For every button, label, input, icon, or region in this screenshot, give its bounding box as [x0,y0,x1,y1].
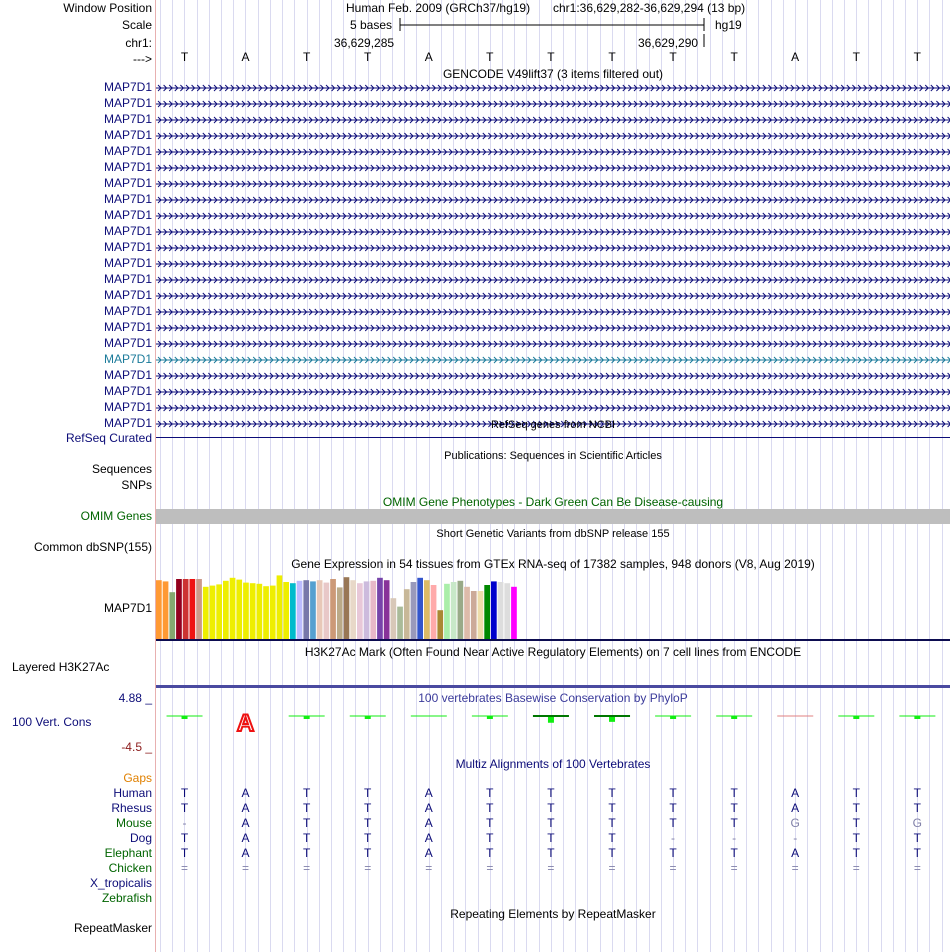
transcript-intron-line [156,273,950,287]
gencode-transcript-label[interactable]: MAP7D1 [103,208,152,222]
gencode-transcript-label[interactable]: MAP7D1 [103,384,152,398]
transcript-intron-line [156,177,950,191]
gencode-transcript[interactable] [156,161,950,177]
gencode-transcript-label[interactable]: MAP7D1 [103,112,152,126]
gencode-transcript-label[interactable]: MAP7D1 [103,416,152,430]
transcript-intron-line [156,257,950,271]
gtex-tissue-bar[interactable] [350,580,356,639]
multiz-base: = [791,861,799,875]
gencode-transcript-label[interactable]: MAP7D1 [103,160,152,174]
db-label: hg19 [715,18,742,32]
gtex-tissue-bar[interactable] [511,587,517,639]
multiz-base: A [791,801,800,815]
gtex-tissue-bar[interactable] [216,584,222,639]
multiz-base: T [180,801,189,815]
multiz-base: T [364,816,372,830]
transcript-intron-line [156,161,950,175]
gencode-transcript[interactable] [156,241,950,257]
gtex-tissue-bar[interactable] [478,591,484,639]
gencode-transcript[interactable] [156,81,950,97]
track-label-column [0,0,155,952]
omim-gene-bar[interactable] [156,509,950,524]
multiz-base: T [730,816,738,830]
gtex-tissue-bar[interactable] [250,583,256,639]
multiz-base: T [547,786,555,800]
multiz-species-label[interactable]: Human [113,786,152,800]
gencode-transcript-label[interactable]: MAP7D1 [103,144,152,158]
multiz-species-label[interactable]: Elephant [104,846,152,860]
h3k27ac-track-label[interactable]: Layered H3K27Ac [12,660,110,674]
multiz-base: T [364,801,372,815]
multiz-base: = [242,861,250,875]
multiz-base: T [852,846,860,860]
repeatmasker-title: Repeating Elements by RepeatMasker [450,907,656,921]
multiz-base: T [669,846,677,860]
multiz-base: A [241,846,250,860]
multiz-base: T [730,846,738,860]
h3k27ac-title: H3K27Ac Mark (Often Found Near Active Regulatory Elements) on 7 cell lines from ENCODE [304,645,802,659]
multiz-base: T [364,831,372,845]
multiz-base: T [913,846,921,860]
multiz-base: T [669,801,677,815]
multiz-base: T [486,846,494,860]
multiz-base: A [241,831,250,845]
repeatmasker-track-label[interactable]: RepeatMasker [73,921,152,935]
reference-base: T [852,50,860,64]
transcript-intron-line [156,129,950,143]
multiz-base: = [303,861,311,875]
dbsnp-title: Short Genetic Variants from dbSNP release 155 [436,528,670,540]
transcript-intron-line [156,81,950,95]
phylop-score-bar [914,716,920,719]
scale-text: 5 bases [350,18,393,32]
phylop-title: 100 vertebrates Basewise Conservation by PhyloP [418,691,688,705]
gencode-transcript-label[interactable]: MAP7D1 [103,80,152,94]
gtex-tissue-bar[interactable] [417,578,423,639]
phylop-score-bar [365,716,371,719]
multiz-base: = [608,861,616,875]
gencode-transcript[interactable] [156,225,950,241]
snps-track-label[interactable]: SNPs [121,478,152,492]
gencode-transcript-label[interactable]: MAP7D1 [103,128,152,142]
refseq-track-label[interactable]: RefSeq Curated [65,431,152,445]
transcript-intron-line [156,193,950,207]
multiz-base: = [486,861,494,875]
gtex-tissue-bar[interactable] [317,580,323,639]
multiz-base: T [547,831,555,845]
multiz-base: T [852,816,860,830]
gtex-tissue-bar[interactable] [330,579,336,639]
gencode-transcript-label[interactable]: MAP7D1 [103,176,152,190]
gtex-tissue-bar[interactable] [357,583,363,639]
gtex-tissue-bar[interactable] [324,583,330,639]
multiz-base: T [608,846,616,860]
gtex-tissue-bar[interactable] [491,581,497,639]
phylop-score-bar [670,716,676,719]
phylop-score-bar [182,716,188,719]
multiz-base: T [608,831,616,845]
gtex-tissue-bar[interactable] [156,580,162,639]
multiz-base: A [424,786,433,800]
gtex-tissue-bar[interactable] [203,587,209,639]
phylop-track-label[interactable]: 100 Vert. Cons [12,715,92,729]
gtex-baseline [156,639,950,641]
gencode-title: GENCODE V49lift37 (3 items filtered out) [442,67,664,81]
phylop-max-label: 4.88 _ [118,691,152,705]
gtex-title: Gene Expression in 54 tissues from GTEx RNA-seq of 17382 samples, 948 donors (V8, Aug 2019) [291,557,815,571]
multiz-base: A [241,786,250,800]
multiz-base: = [180,861,188,875]
multiz-base: T [852,831,860,845]
multiz-base: T [364,786,372,800]
multiz-base: T [302,831,311,845]
gtex-tissue-bar[interactable] [471,591,477,639]
phylop-score-bar [548,716,554,723]
gtex-tissue-bar[interactable] [370,581,376,639]
multiz-base: A [241,801,250,815]
multiz-base: T [547,801,555,815]
multiz-base: T [730,801,738,815]
gtex-track-label[interactable]: MAP7D1 [103,601,152,615]
multiz-base: T [302,801,311,815]
multiz-base: = [852,861,860,875]
multiz-base: = [913,861,921,875]
multiz-base: = [547,861,555,875]
multiz-base: T [486,816,494,830]
multiz-species-label[interactable]: Mouse [115,816,152,830]
gtex-tissue-bar[interactable] [437,610,443,639]
multiz-base: A [424,846,433,860]
refseq-gene-line[interactable] [156,437,950,438]
strand-label: ---> [133,52,152,66]
multiz-base: T [302,816,311,830]
gtex-tissue-bar[interactable] [431,585,437,639]
refseq-title: RefSeq genes from NCBI [490,419,616,431]
gencode-transcript[interactable] [156,177,950,193]
phylop-score-bar [731,716,737,719]
gtex-tissue-bar[interactable] [163,581,169,639]
publications-title: Publications: Sequences in Scientific Articles [444,450,662,462]
multiz-base: T [913,786,921,800]
multiz-base: T [547,816,555,830]
dbsnp-track-label[interactable]: Common dbSNP(155) [33,540,152,554]
reference-base: T [669,50,677,64]
gencode-transcript-label[interactable]: MAP7D1 [103,272,152,286]
reference-base: A [241,50,250,64]
multiz-base: = [425,861,433,875]
gtex-tissue-bar[interactable] [377,578,383,639]
gencode-transcript[interactable] [156,129,950,145]
chrom-label: chr1: [125,36,152,50]
gtex-tissue-bar[interactable] [277,575,283,639]
multiz-base: T [608,801,616,815]
gtex-tissue-bar[interactable] [257,584,263,639]
reference-base: A [424,50,433,64]
transcript-intron-line [156,401,950,415]
multiz-base: T [180,846,189,860]
transcript-intron-line [156,321,950,335]
gencode-transcript[interactable] [156,353,950,369]
gencode-transcript-label[interactable]: MAP7D1 [103,256,152,270]
transcript-intron-line [156,209,950,223]
gtex-tissue-bar[interactable] [337,587,343,639]
transcript-intron-line [156,241,950,255]
multiz-base: A [424,801,433,815]
gtex-tissue-bar[interactable] [411,582,417,639]
multiz-base: - [182,816,187,830]
phylop-letter-mark: A [236,710,255,737]
gtex-tissue-bar[interactable] [310,581,316,639]
gencode-transcript[interactable] [156,193,950,209]
reference-base: T [302,50,311,64]
gtex-tissue-bar[interactable] [397,607,403,639]
multiz-species-label[interactable]: Chicken [108,861,152,875]
gencode-transcript-label[interactable]: MAP7D1 [103,304,152,318]
gtex-tissue-bar[interactable] [290,583,296,639]
reference-base: T [913,50,921,64]
multiz-base: T [302,786,311,800]
gtex-tissue-bar[interactable] [504,583,510,639]
multiz-base: - [732,831,737,845]
track-data-area[interactable] [156,0,950,952]
multiz-base: = [364,861,372,875]
gencode-transcript-label[interactable]: MAP7D1 [103,352,152,366]
gtex-tissue-bar[interactable] [451,582,457,639]
multiz-species-label[interactable]: Dog [129,831,152,845]
gencode-transcript[interactable] [156,337,950,353]
reference-base: T [547,50,555,64]
multiz-base: T [486,801,494,815]
gtex-tissue-bar[interactable] [484,585,490,639]
transcript-intron-line [156,289,950,303]
multiz-base: A [424,816,433,830]
ruler-pos-right: 36,629,290 [638,36,699,50]
multiz-base: T [486,831,494,845]
transcript-intron-line [156,353,950,367]
window-position-label: Window Position [63,1,152,15]
multiz-species-label[interactable]: Zebrafish [101,891,152,905]
gtex-tissue-bar[interactable] [210,586,216,639]
transcript-intron-line [156,225,950,239]
multiz-base: A [791,846,800,860]
reference-base: T [608,50,616,64]
reference-base: T [486,50,494,64]
multiz-base: T [852,786,860,800]
gtex-tissue-bar[interactable] [391,598,397,639]
multiz-species-label[interactable]: X_tropicalis [89,876,152,890]
gtex-tissue-bar[interactable] [297,581,303,639]
gencode-transcript[interactable] [156,369,950,385]
multiz-base: T [547,846,555,860]
gencode-transcript-label[interactable]: MAP7D1 [103,368,152,382]
gencode-transcript-label[interactable]: MAP7D1 [103,320,152,334]
gencode-transcript[interactable] [156,257,950,273]
transcript-intron-line [156,305,950,319]
multiz-base: G [790,816,800,830]
gtex-bar-chart[interactable] [156,570,950,642]
multiz-species-label[interactable]: Rhesus [111,801,152,815]
gtex-tissue-bar[interactable] [236,580,242,639]
gtex-tissue-bar[interactable] [243,583,249,639]
gencode-transcript-label[interactable]: MAP7D1 [103,224,152,238]
gtex-tissue-bar[interactable] [283,582,289,639]
multiz-base: = [730,861,738,875]
gencode-transcript[interactable] [156,145,950,161]
gtex-tissue-bar[interactable] [344,577,350,639]
multiz-base: T [608,786,616,800]
gencode-transcript[interactable] [156,273,950,289]
h3k27ac-signal-line [156,685,950,688]
multiz-base: A [241,816,250,830]
gencode-transcript[interactable] [156,113,950,129]
transcript-intron-line [156,369,950,383]
multiz-base: G [912,816,922,830]
gtex-tissue-bar[interactable] [263,586,269,639]
gtex-tissue-bar[interactable] [183,579,189,639]
transcript-intron-line [156,113,950,127]
multiz-base: A [791,786,800,800]
multiz-base: T [730,786,738,800]
transcript-intron-line [156,97,950,111]
phylop-score-bar [487,716,493,719]
multiz-base: T [669,816,677,830]
gencode-transcript[interactable] [156,385,950,401]
reference-base: T [730,50,738,64]
multiz-base: T [180,831,189,845]
omim-title: OMIM Gene Phenotypes - Dark Green Can Be Disease-causing [382,495,724,509]
gencode-transcript[interactable] [156,401,950,417]
multiz-base: = [669,861,677,875]
gtex-tissue-bar[interactable] [384,580,390,639]
ruler-pos-left: 36,629,285 [334,36,395,50]
transcript-intron-line [156,145,950,159]
gencode-transcript[interactable] [156,97,950,113]
multiz-base: T [180,786,189,800]
gaps-label: Gaps [123,771,152,785]
multiz-base: T [913,801,921,815]
multiz-base: T [486,786,494,800]
position-readout: chr1:36,629,282-36,629,294 (13 bp) [553,1,746,15]
gencode-transcript-label[interactable]: MAP7D1 [103,288,152,302]
reference-base: T [180,50,189,64]
gtex-tissue-bar[interactable] [364,581,370,639]
gtex-tissue-bar[interactable] [196,579,202,639]
multiz-base: T [364,846,372,860]
gencode-transcript[interactable] [156,321,950,337]
sequences-track-label[interactable]: Sequences [91,462,152,476]
multiz-base: T [608,816,616,830]
multiz-base: T [913,831,921,845]
gencode-transcript-label[interactable]: MAP7D1 [103,336,152,350]
omim-track-label[interactable]: OMIM Genes [80,509,152,523]
scale-label: Scale [121,18,152,32]
assembly-title: Human Feb. 2009 (GRCh37/hg19) [346,1,531,15]
phylop-min-label: -4.5 _ [121,740,152,754]
phylop-score-bar [304,716,310,719]
gencode-transcript[interactable] [156,209,950,225]
multiz-base: - [793,831,798,845]
phylop-plot[interactable] [156,706,950,746]
gtex-tissue-bar[interactable] [464,587,470,639]
gencode-transcript-label[interactable]: MAP7D1 [103,400,152,414]
reference-base: A [791,50,800,64]
gencode-transcript-label[interactable]: MAP7D1 [103,240,152,254]
gencode-transcript-label[interactable]: MAP7D1 [103,96,152,110]
gtex-tissue-bar[interactable] [424,580,430,639]
gencode-transcript[interactable] [156,289,950,305]
gencode-transcript-label[interactable]: MAP7D1 [103,192,152,206]
multiz-base: - [671,831,676,845]
gtex-tissue-bar[interactable] [444,584,450,639]
multiz-base: T [669,786,677,800]
gtex-tissue-bar[interactable] [270,586,276,639]
gtex-tissue-bar[interactable] [230,578,236,639]
gencode-transcript[interactable] [156,305,950,321]
multiz-base: A [424,831,433,845]
transcript-intron-line [156,385,950,399]
gtex-tissue-bar[interactable] [176,579,182,639]
transcript-intron-line [156,337,950,351]
phylop-score-bar [853,716,859,719]
gtex-tissue-bar[interactable] [223,581,229,639]
multiz-title: Multiz Alignments of 100 Vertebrates [455,757,651,771]
gtex-tissue-bar[interactable] [190,579,196,639]
gtex-tissue-bar[interactable] [169,592,175,639]
multiz-base: T [302,846,311,860]
gtex-tissue-bar[interactable] [404,589,410,639]
reference-base: T [364,50,372,64]
gtex-tissue-bar[interactable] [303,580,309,639]
gtex-tissue-bar[interactable] [498,582,504,639]
multiz-base: T [852,801,860,815]
gtex-tissue-bar[interactable] [458,581,464,639]
